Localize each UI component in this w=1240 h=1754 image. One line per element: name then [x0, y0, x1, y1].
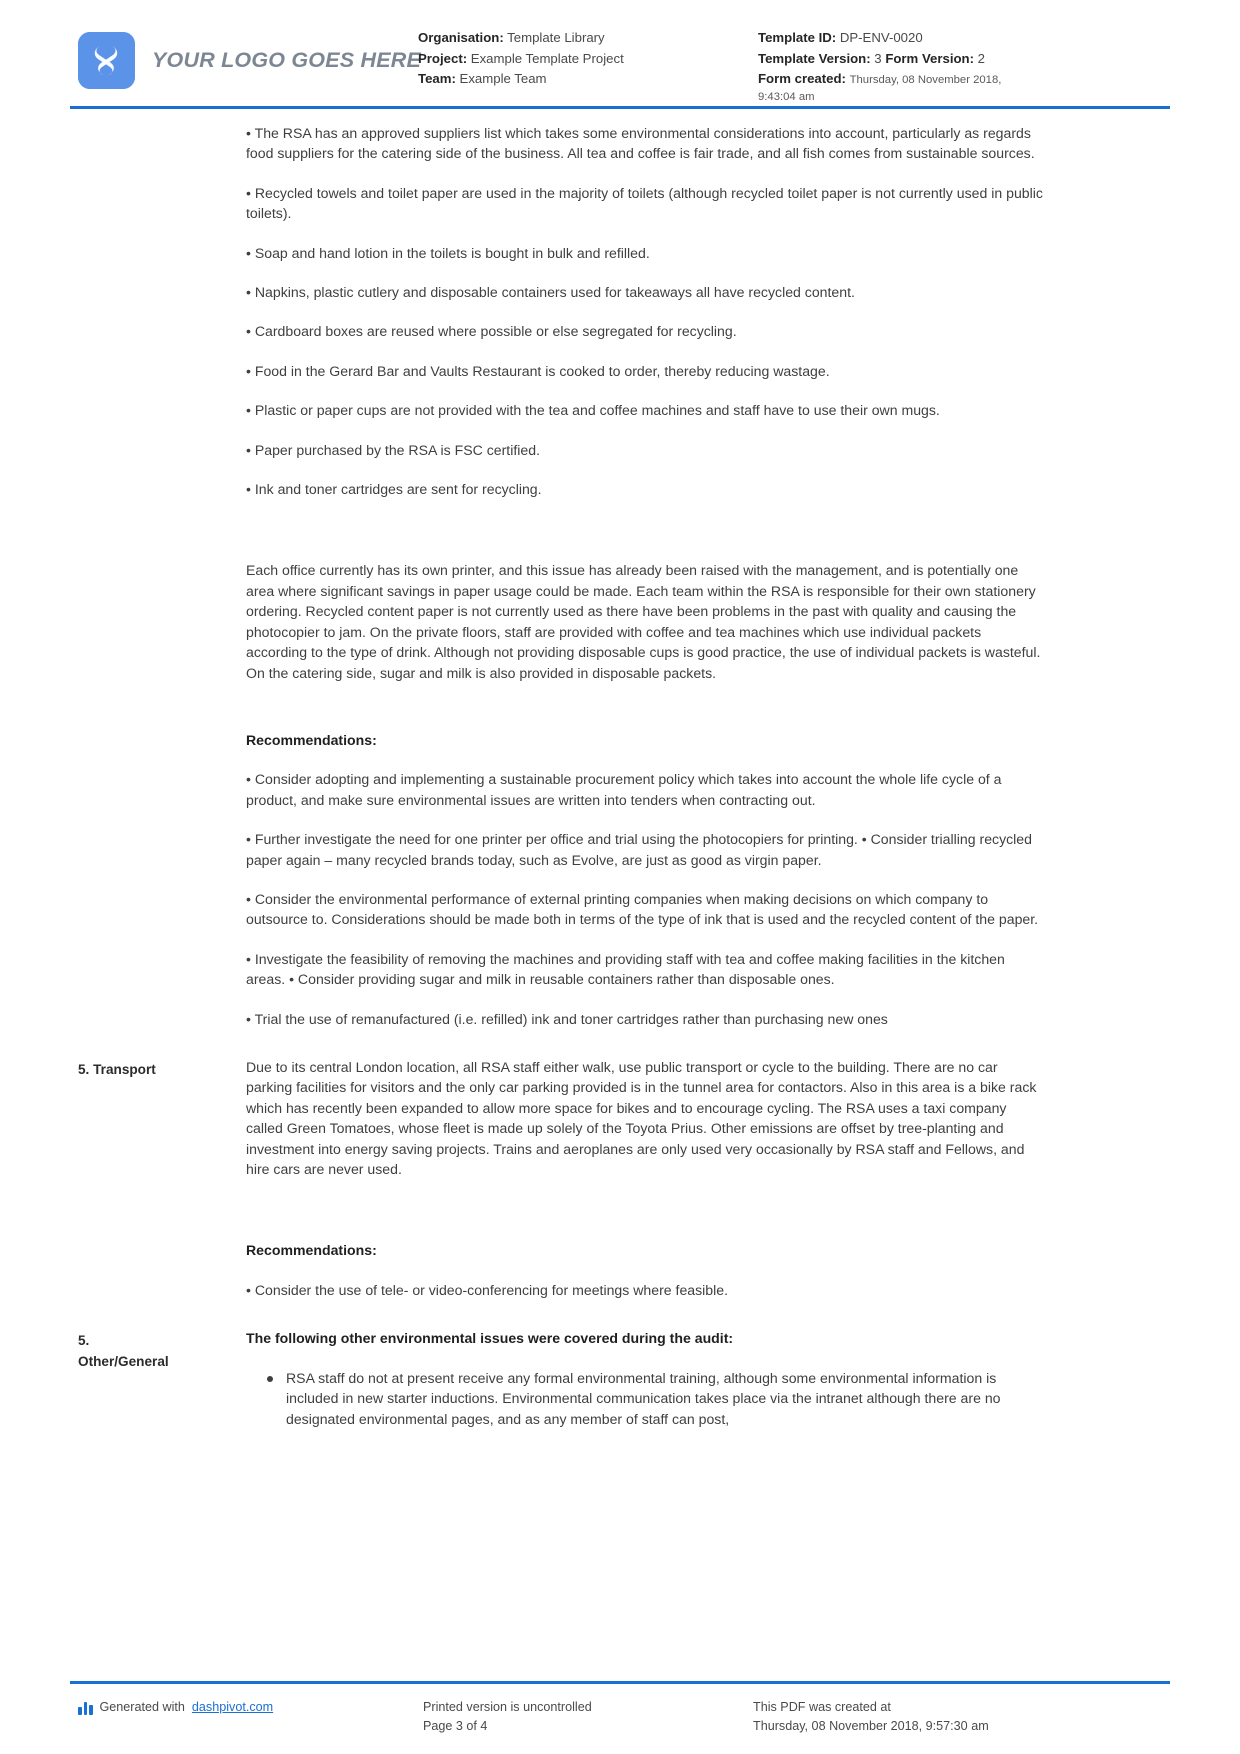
paragraph: • Paper purchased by the RSA is FSC certified.	[246, 441, 540, 458]
spacer	[78, 1300, 1170, 1328]
paragraph: • Plastic or paper cups are not provided with the tea and coffee machines and staff have to use their own mugs.	[246, 402, 940, 419]
section-transport-content	[246, 1057, 1046, 1300]
meta-template-id-value: DP-ENV-0020	[839, 30, 923, 45]
logo-text: YOUR LOGO GOES HERE	[152, 48, 422, 72]
spacer	[246, 702, 1046, 730]
other-general-heading: The following other environmental issues were covered during the audit:	[246, 1330, 734, 1347]
header-meta-right	[758, 18, 1170, 105]
page-footer	[78, 1698, 1170, 1736]
meta-project-label: Project:	[418, 50, 468, 66]
meta-project-value: Example Template Project	[470, 50, 624, 66]
paragraph: • Trial the use of remanufactured (i.e. refilled) ink and toner cartridges rather than purchasing new ones	[246, 1010, 888, 1027]
meta-form-version-value: 2	[977, 50, 985, 66]
other-general-bullet-list	[246, 1368, 1046, 1430]
paragraph: • Ink and toner cartridges are sent for recycling.	[246, 481, 542, 498]
section-transport	[78, 1057, 1170, 1300]
meta-team-label: Team:	[418, 71, 456, 86]
footer-generated-prefix: Generated with	[99, 1700, 185, 1714]
dashpivot-logo-icon	[78, 1701, 93, 1715]
header-meta-left	[418, 18, 758, 90]
recommendations-heading: Recommendations:	[246, 1242, 377, 1259]
paragraph: • Investigate the feasibility of removing the machines and providing staff with tea and coffee making facilities in the kitchen areas. • Consider providing sugar and milk in reusable containers rather than disposable ones.	[246, 950, 1005, 988]
paragraph: • The RSA has an approved suppliers list which takes some environmental considerations into account, particularly as regards food suppliers for the catering side of the business. All tea and coffee is fair trade, and all fish comes from sustainable sources.	[246, 125, 1035, 162]
section-procurement-content	[246, 123, 1046, 1029]
company-logo-icon	[78, 32, 135, 89]
footer-pdf-created-label: This PDF was created at	[753, 1700, 891, 1714]
recommendations-heading: Recommendations:	[246, 731, 377, 748]
meta-form-created	[758, 69, 1170, 105]
footer-printed-notice: Printed version is uncontrolled	[423, 1700, 592, 1714]
transport-paragraph: Due to its central London location, all RSA staff either walk, use public transport or cycle to the building. There are no car parking facilities for visitors and the only car parking provided is in the tunnel area for contactors. Also in this area is a bike rack which has recently been expanded to allow more space for bikes and to encourage cycling. The RSA uses a taxi company called Green Tomatoes, whose fleet is made up solely of the Toyota Prius. Other emissions are offset by tree-planting and investment into energy saving projects. Trains and aeroplanes are only used very occasionally by RSA staff and Fellows, and hire cars are never used.	[246, 1058, 1037, 1177]
section-other-general-label	[78, 1328, 246, 1372]
footer-page-number: Page 3 of 4	[423, 1719, 488, 1733]
meta-template-id-label: Template ID:	[758, 30, 837, 45]
list-item: RSA staff do not at present receive any formal environmental training, although some environmental information is included in new starter inductions. Environmental communication takes place via the intranet although there are no designated environmental pages, and as any member of staff can post,	[246, 1368, 1046, 1430]
paragraph: • Consider the use of tele- or video-conferencing for meetings where feasible.	[246, 1281, 729, 1298]
paragraph: • Recycled towels and toilet paper are used in the majority of toilets (although recycled toilet paper is not currently used in public toilets).	[246, 184, 1043, 222]
section-other-general-content	[246, 1328, 1046, 1441]
spacer	[78, 1029, 1170, 1057]
section-procurement	[78, 123, 1170, 1029]
section-other-general-label-line1: 5.	[78, 1333, 90, 1349]
spacer	[246, 518, 1046, 560]
paragraph: • Soap and hand lotion in the toilets is bought in bulk and refilled.	[246, 244, 650, 261]
meta-team	[418, 69, 758, 90]
meta-form-created-value: Thursday, 08 November 2018,	[849, 74, 1002, 86]
spacer	[246, 1198, 1046, 1240]
meta-template-id	[758, 28, 1170, 49]
section-other-general-label-line2: Other/General	[78, 1354, 169, 1370]
footer-pdf-created-value: Thursday, 08 November 2018, 9:57:30 am	[753, 1719, 989, 1733]
paragraph: • Consider the environmental performance of external printing companies when making decisions on which company to outsource to. Considerations should be made both in terms of the type of ink that is used and the recycled content of the paper.	[246, 890, 1039, 928]
meta-project	[418, 49, 758, 70]
footer-divider	[70, 1681, 1170, 1684]
document-body	[0, 109, 1240, 1441]
paragraph: • Food in the Gerard Bar and Vaults Restaurant is cooked to order, thereby reducing wastage.	[246, 362, 830, 379]
section-other-general	[78, 1328, 1170, 1441]
printer-paragraph: Each office currently has its own printer, and this issue has already been raised with the management, and is potentially one area where significant savings in paper usage could be made. Each team within the RSA is responsible for their own stationery ordering. Recycled content paper is not currently used as there have been problems in the past with quality and causing the photocopier to jam. On the private floors, staff are provided with coffee and tea machines which use individual packets according to the type of drink. Although not providing disposable cups is good practice, the use of individual packets is wasteful. On the catering side, sugar and milk is also provided in disposable packets.	[246, 562, 1041, 681]
footer-pdf-created	[753, 1698, 1170, 1736]
meta-versions	[758, 49, 1170, 70]
meta-template-version-value: 3	[874, 50, 882, 66]
logo-block	[78, 18, 422, 89]
paragraph: • Consider adopting and implementing a sustainable procurement policy which takes into account the whole life cycle of a product, and make sure environmental issues are written into tenders when contracting out.	[246, 771, 1002, 808]
meta-form-version-label: Form Version:	[885, 50, 974, 66]
meta-form-created-label: Form created:	[758, 71, 846, 86]
dashpivot-link[interactable]: dashpivot.com	[191, 1700, 274, 1714]
footer-generated-with	[78, 1698, 423, 1717]
meta-team-value: Example Team	[459, 71, 547, 86]
meta-organisation-label: Organisation:	[418, 30, 504, 45]
meta-organisation-value: Template Library	[507, 30, 605, 45]
meta-form-created-time: 9:43:04 am	[758, 90, 815, 103]
paragraph: • Further investigate the need for one printer per office and trial using the photocopiers for printing. • Consider trialling recycled paper again – many recycled brands today, such as Evolve, are just as good as virgin paper.	[246, 831, 1032, 868]
section-transport-label: 5. Transport	[78, 1061, 156, 1077]
paragraph: • Napkins, plastic cutlery and disposable containers used for takeaways all have recycled content.	[246, 284, 855, 301]
paragraph: • Cardboard boxes are reused where possible or else segregated for recycling.	[246, 323, 737, 340]
meta-organisation	[418, 28, 758, 49]
page-header	[0, 0, 1240, 103]
footer-print-status	[423, 1698, 753, 1736]
meta-template-version-label: Template Version:	[758, 50, 871, 66]
section-procurement-label	[78, 123, 246, 125]
